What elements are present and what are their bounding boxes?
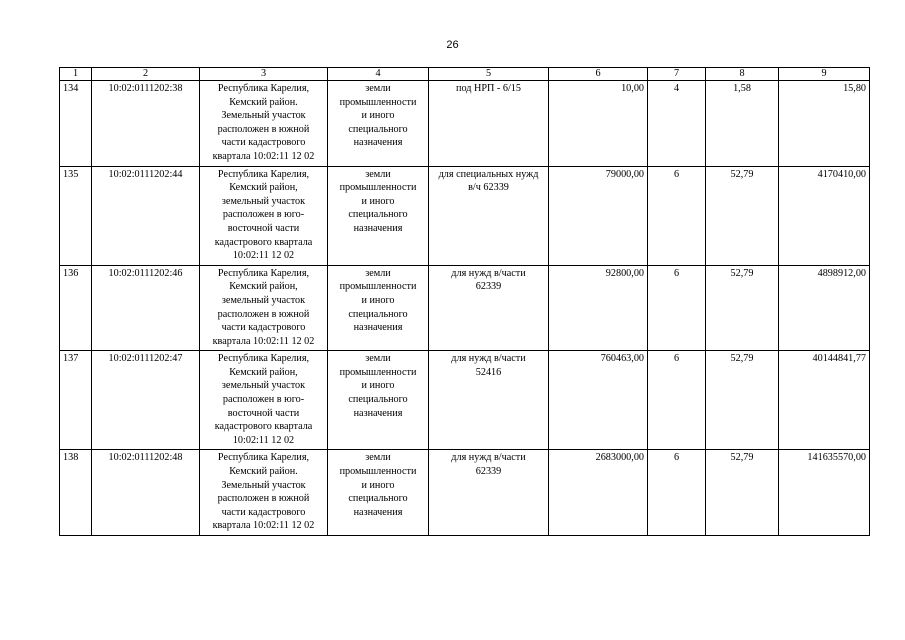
- header-cell: 2: [92, 68, 200, 81]
- permitted-use-cell-line: для специальных нужд: [438, 168, 539, 180]
- land-category-cell-line: промышленности: [339, 281, 417, 293]
- header-cell: 7: [648, 68, 706, 81]
- land-category-cell: [328, 265, 429, 351]
- cadastral-value-cell: 40144841,77: [779, 351, 870, 450]
- address-cell-line: Республика Карелия,: [217, 267, 310, 279]
- permitted-use-cell-line: для нужд в/части: [451, 267, 526, 279]
- permitted-use-cell: [429, 351, 549, 450]
- permitted-use-cell: [429, 265, 549, 351]
- address-cell-line: Республика Карелия,: [217, 452, 310, 464]
- address-cell-line: расположен в южной: [217, 493, 310, 505]
- land-category-cell-line: земли: [365, 452, 391, 464]
- header-row: [60, 68, 870, 81]
- address-cell-line: Кемский район,: [229, 182, 298, 194]
- permitted-use-cell-line: под НРП - 6/15: [456, 83, 521, 94]
- area-cell: 2683000,00: [549, 450, 648, 536]
- cadastral-number-cell: 10:02:0111202:48: [92, 450, 200, 536]
- address-cell-line: 10:02:11 12 02: [232, 434, 295, 446]
- address-cell: [200, 166, 328, 265]
- address-cell: [200, 351, 328, 450]
- permitted-use-cell-line: 62339: [475, 281, 502, 293]
- table-row: [60, 81, 870, 167]
- cadastral-value-cell: 141635570,00: [779, 450, 870, 536]
- address-cell-line: земельный участок: [221, 294, 306, 306]
- address-cell: [200, 265, 328, 351]
- permitted-use-cell-line: 52416: [475, 366, 502, 378]
- land-plot-table: [59, 67, 870, 536]
- land-category-cell-line: назначения: [353, 506, 403, 518]
- address-cell-line: расположен в юго-: [222, 209, 305, 221]
- land-category-cell-line: земли: [365, 168, 391, 180]
- column-8-cell: 52,79: [706, 166, 779, 265]
- land-category-cell-line: земли: [365, 83, 391, 94]
- column-7-cell: 4: [648, 81, 706, 167]
- header-cell: 8: [706, 68, 779, 81]
- row-number-cell: 134: [60, 81, 92, 167]
- table-body: [60, 81, 870, 536]
- header-cell: 5: [429, 68, 549, 81]
- header-cell: 4: [328, 68, 429, 81]
- area-cell: 79000,00: [549, 166, 648, 265]
- land-category-cell-line: и иного: [361, 110, 395, 122]
- address-cell-line: 10:02:11 12 02: [232, 250, 295, 262]
- land-category-cell-line: назначения: [353, 137, 403, 149]
- address-cell-line: восточной части: [227, 407, 300, 419]
- cadastral-number-cell: 10:02:0111202:38: [92, 81, 200, 167]
- row-number-cell: 136: [60, 265, 92, 351]
- land-category-cell-line: промышленности: [339, 96, 417, 108]
- permitted-use-cell-line: для нужд в/части: [451, 353, 526, 365]
- address-cell-line: земельный участок: [221, 195, 306, 207]
- land-category-cell-line: назначения: [353, 407, 403, 419]
- address-cell-line: Земельный участок: [221, 479, 306, 491]
- cadastral-value-cell: 4898912,00: [779, 265, 870, 351]
- header-cell: 6: [549, 68, 648, 81]
- land-category-cell-line: и иного: [361, 294, 395, 306]
- table-row: [60, 265, 870, 351]
- row-number-cell: 137: [60, 351, 92, 450]
- land-category-cell-line: промышленности: [339, 466, 417, 478]
- column-7-cell: 6: [648, 166, 706, 265]
- land-category-cell-line: назначения: [353, 222, 403, 234]
- permitted-use-cell: [429, 450, 549, 536]
- land-category-cell-line: специального: [348, 123, 408, 135]
- address-cell-line: Кемский район,: [229, 366, 298, 378]
- land-category-cell: [328, 351, 429, 450]
- permitted-use-cell-line: 62339: [475, 466, 502, 478]
- table-row: [60, 450, 870, 536]
- column-8-cell: 1,58: [706, 81, 779, 167]
- column-8-cell: 52,79: [706, 351, 779, 450]
- address-cell-line: земельный участок: [221, 380, 306, 392]
- address-cell-line: части кадастрового: [221, 506, 306, 518]
- area-cell: 760463,00: [549, 351, 648, 450]
- address-cell-line: Республика Карелия,: [217, 168, 310, 180]
- land-category-cell-line: специального: [348, 493, 408, 505]
- land-category-cell-line: земли: [365, 353, 391, 365]
- row-number-cell: 138: [60, 450, 92, 536]
- address-cell-line: Кемский район.: [229, 466, 298, 478]
- land-category-cell: [328, 81, 429, 167]
- land-category-cell-line: земли: [365, 267, 391, 279]
- header-cell: 1: [60, 68, 92, 81]
- cadastral-number-cell: 10:02:0111202:46: [92, 265, 200, 351]
- address-cell-line: Республика Карелия,: [217, 83, 310, 94]
- address-cell-line: кадастрового квартала: [214, 421, 313, 433]
- permitted-use-cell: [429, 166, 549, 265]
- table-row: [60, 166, 870, 265]
- address-cell-line: части кадастрового: [221, 137, 306, 149]
- address-cell-line: Кемский район.: [229, 96, 298, 108]
- land-category-cell-line: и иного: [361, 195, 395, 207]
- address-cell: [200, 81, 328, 167]
- land-category-cell-line: специального: [348, 209, 408, 221]
- page-number: 26: [446, 39, 459, 51]
- address-cell-line: квартала 10:02:11 12 02: [212, 150, 315, 162]
- address-cell-line: восточной части: [227, 222, 300, 234]
- cadastral-value-cell: 4170410,00: [779, 166, 870, 265]
- column-8-cell: 52,79: [706, 265, 779, 351]
- column-8-cell: 52,79: [706, 450, 779, 536]
- land-category-cell-line: специального: [348, 394, 408, 406]
- header-cell: 9: [779, 68, 870, 81]
- address-cell-line: части кадастрового: [221, 322, 306, 334]
- cadastral-value-cell: 15,80: [779, 81, 870, 167]
- land-category-cell: [328, 450, 429, 536]
- address-cell-line: квартала 10:02:11 12 02: [212, 520, 315, 532]
- cadastral-number-cell: 10:02:0111202:47: [92, 351, 200, 450]
- cadastral-number-cell: 10:02:0111202:44: [92, 166, 200, 265]
- land-category-cell-line: и иного: [361, 380, 395, 392]
- area-cell: 10,00: [549, 81, 648, 167]
- land-category-cell: [328, 166, 429, 265]
- row-number-cell: 135: [60, 166, 92, 265]
- permitted-use-cell-line: в/ч 62339: [468, 182, 509, 194]
- address-cell-line: Республика Карелия,: [217, 353, 310, 365]
- table-row: [60, 351, 870, 450]
- land-category-cell-line: назначения: [353, 322, 403, 334]
- area-cell: 92800,00: [549, 265, 648, 351]
- header-cell: 3: [200, 68, 328, 81]
- address-cell: [200, 450, 328, 536]
- address-cell-line: квартала 10:02:11 12 02: [212, 335, 315, 347]
- address-cell-line: расположен в юго-: [222, 394, 305, 406]
- column-7-cell: 6: [648, 351, 706, 450]
- column-7-cell: 6: [648, 450, 706, 536]
- land-category-cell-line: специального: [348, 308, 408, 320]
- land-category-cell-line: и иного: [361, 479, 395, 491]
- address-cell-line: кадастрового квартала: [214, 236, 313, 248]
- address-cell-line: расположен в южной: [217, 308, 310, 320]
- address-cell-line: Земельный участок: [221, 110, 306, 122]
- column-7-cell: 6: [648, 265, 706, 351]
- address-cell-line: расположен в южной: [217, 123, 310, 135]
- land-category-cell-line: промышленности: [339, 366, 417, 378]
- permitted-use-cell: [429, 81, 549, 167]
- address-cell-line: Кемский район,: [229, 281, 298, 293]
- land-category-cell-line: промышленности: [339, 182, 417, 194]
- permitted-use-cell-line: для нужд в/части: [451, 452, 526, 464]
